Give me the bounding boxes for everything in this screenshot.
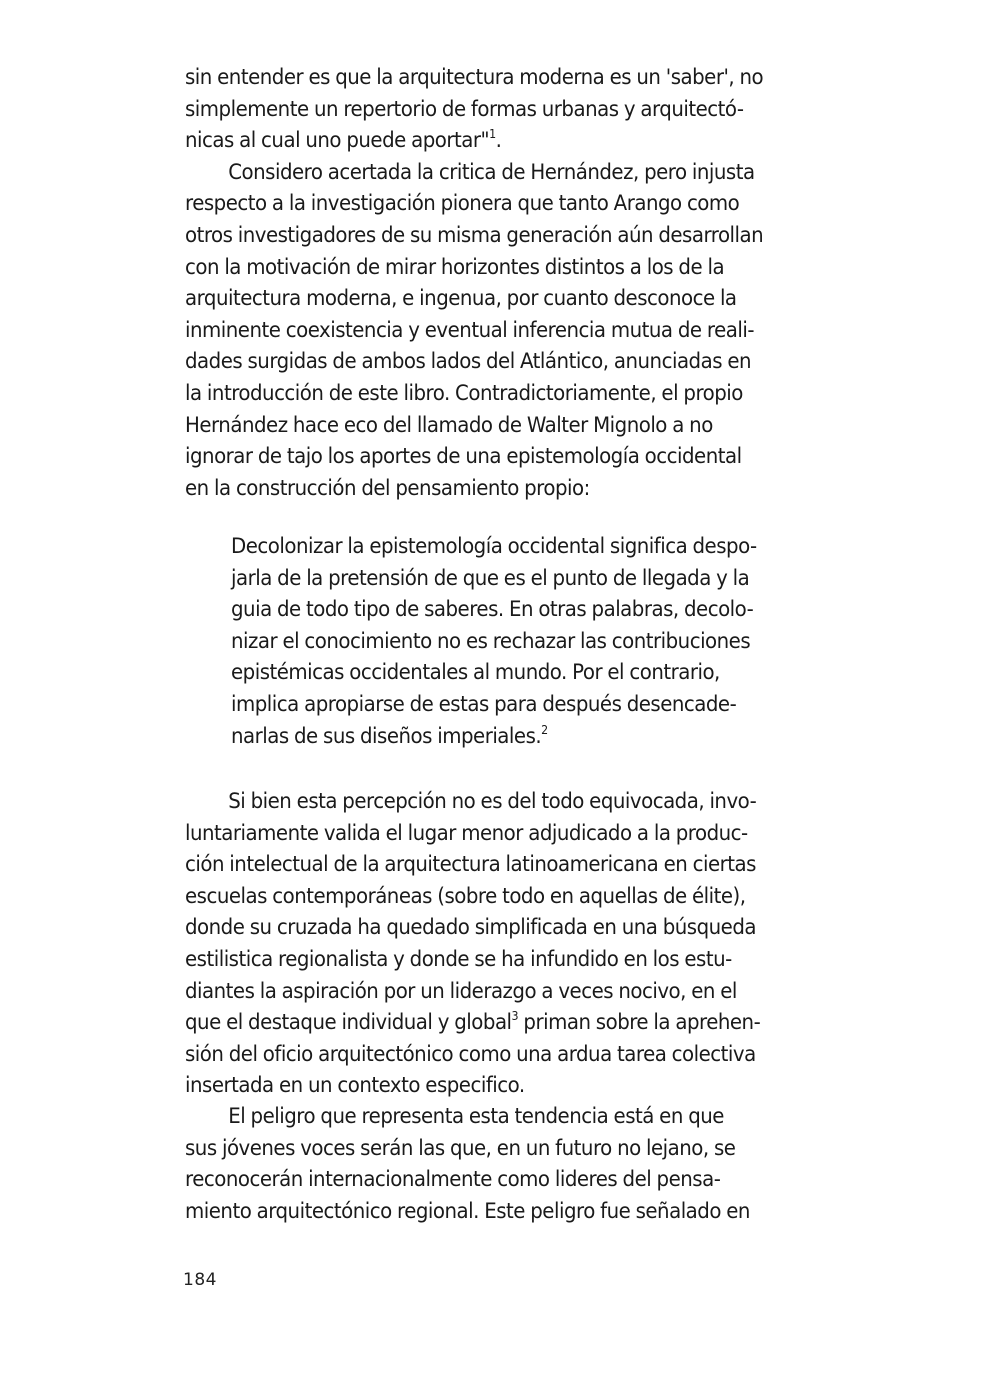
text-fragment: que el destaque individual y global bbox=[185, 1010, 512, 1036]
text-line bbox=[185, 1007, 792, 1039]
quote-line: epistémicas occidentales al mundo. Por el contrario, bbox=[231, 660, 720, 686]
text-line: estilistica regionalista y donde se ha infundido en los estu- bbox=[185, 946, 732, 972]
text-line: luntariamente valida el lugar menor adjudicado a la produc- bbox=[185, 820, 748, 846]
block-quote bbox=[231, 531, 851, 752]
text-line: escuelas contemporáneas (sobre todo en aquellas de élite), bbox=[185, 883, 746, 909]
text-line: arquitectura moderna, e ingenua, por cuanto desconoce la bbox=[185, 286, 737, 312]
text-line: con la motivación de mirar horizontes distintos a los de la bbox=[185, 254, 725, 280]
text-line: Hernández hace eco del llamado de Walter Mignolo a no bbox=[185, 412, 713, 438]
quote-line: implica apropiarse de estas para después desencade- bbox=[231, 691, 737, 717]
text-fragment: . bbox=[495, 128, 502, 154]
footnote-ref-2[interactable]: 2 bbox=[541, 722, 548, 737]
text-fragment: nicas al cual uno puede aportar" bbox=[185, 128, 490, 154]
text-line: sin entender es que la arquitectura moderna es un 'saber', no bbox=[185, 65, 764, 90]
text-line: miento arquitectónico regional. Este peligro fue señalado en bbox=[185, 1198, 750, 1224]
text-line: insertada en un contexto especifico. bbox=[185, 1073, 525, 1099]
text-fragment: narlas de sus diseños imperiales. bbox=[231, 723, 542, 749]
quote-line bbox=[231, 721, 801, 753]
quote-line: Decolonizar la epistemología occidental significa despo- bbox=[231, 534, 757, 559]
text-line: inminente coexistencia y eventual inferencia mutua de reali- bbox=[185, 317, 754, 343]
text-line: reconocerán internacionalmente como lideres del pensa- bbox=[185, 1167, 721, 1193]
text-line: dades surgidas de ambos lados del Atlántico, anunciadas en bbox=[185, 349, 752, 375]
text-line: diantes la aspiración por un liderazgo a veces nocivo, en el bbox=[185, 978, 737, 1004]
text-line: ignorar de tajo los aportes de una epistemología occidental bbox=[185, 444, 742, 470]
text-fragment: priman sobre la aprehen- bbox=[518, 1010, 761, 1036]
text-line: simplemente un repertorio de formas urbanas y arquitectó- bbox=[185, 96, 744, 122]
quote-line: jarla de la pretensión de que es el punto de llegada y la bbox=[231, 565, 750, 591]
text-line: Considero acertada la critica de Hernández, pero injusta bbox=[228, 159, 755, 185]
text-line: la introducción de este libro. Contradictoriamente, el propio bbox=[185, 380, 743, 406]
paragraph-perception bbox=[185, 786, 845, 1102]
quote-line: guia de todo tipo de saberes. En otras palabras, decolo- bbox=[231, 597, 754, 623]
text-line: sión del oficio arquitectónico como una ardua tarea colectiva bbox=[185, 1041, 756, 1067]
footnote-ref-1[interactable]: 1 bbox=[489, 127, 496, 142]
text-line: El peligro que representa esta tendencia está en que bbox=[228, 1104, 724, 1129]
page-number: 184 bbox=[183, 1270, 217, 1290]
text-line: ción intelectual de la arquitectura latinoamericana en ciertas bbox=[185, 852, 756, 878]
text-line bbox=[185, 125, 792, 157]
paragraph-danger bbox=[185, 1101, 845, 1227]
text-line: sus jóvenes voces serán las que, en un futuro no lejano, se bbox=[185, 1135, 736, 1161]
paragraph-continuation-and-critique bbox=[185, 62, 845, 504]
text-line: donde su cruzada ha quedado simplificada en una búsqueda bbox=[185, 915, 757, 941]
footnote-ref-3[interactable]: 3 bbox=[511, 1009, 519, 1024]
text-line: en la construcción del pensamiento propio: bbox=[185, 475, 590, 501]
text-line: otros investigadores de su misma generación aún desarrollan bbox=[185, 222, 764, 248]
text-line: respecto a la investigación pionera que tanto Arango como bbox=[185, 191, 740, 217]
text-line: Si bien esta percepción no es del todo equivocada, invo- bbox=[228, 789, 757, 814]
quote-line: nizar el conocimiento no es rechazar las contribuciones bbox=[231, 628, 751, 654]
